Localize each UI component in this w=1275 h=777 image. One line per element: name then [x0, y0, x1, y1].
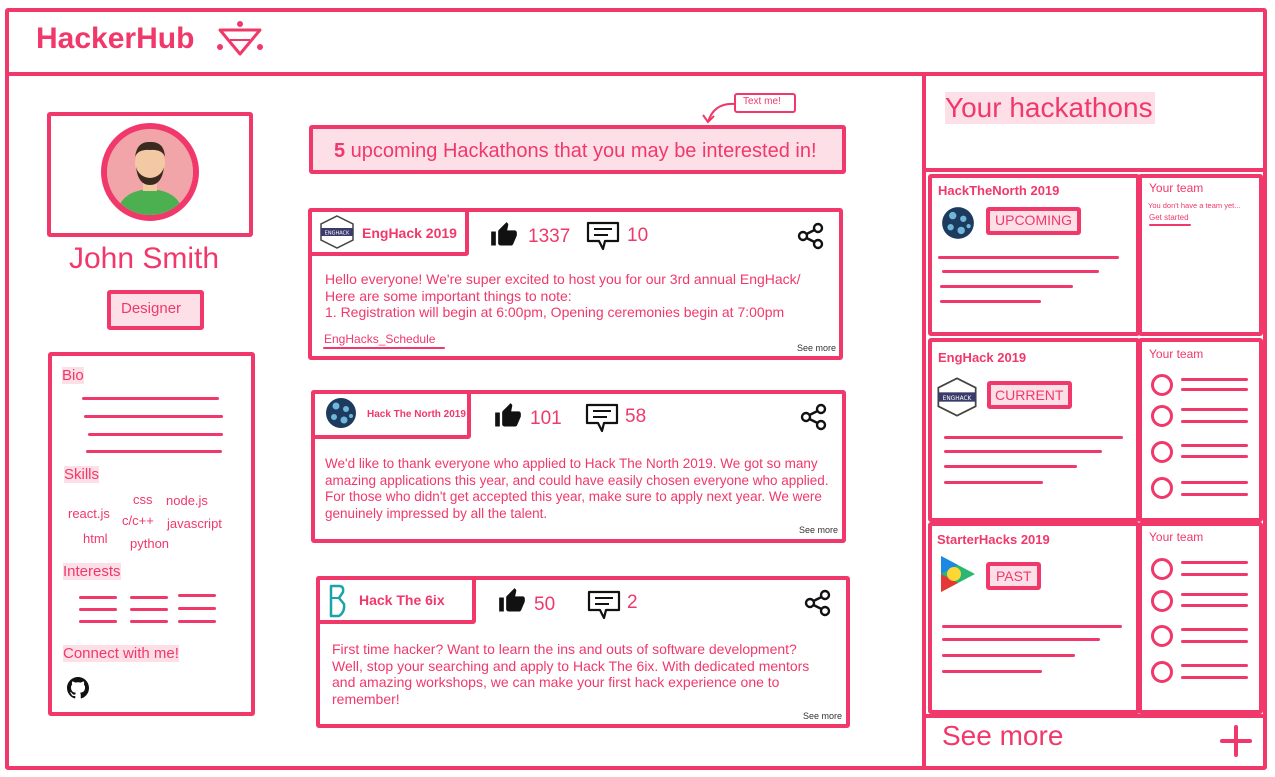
team-member-line	[1181, 593, 1248, 596]
github-icon[interactable]	[67, 677, 89, 699]
hackthenorth-logo-icon	[940, 205, 976, 241]
card-detail-line	[942, 654, 1075, 657]
like-count: 50	[534, 594, 556, 615]
like-count: 101	[530, 408, 562, 429]
like-icon[interactable]	[489, 221, 519, 249]
team-member-line	[1181, 481, 1248, 484]
brand-title[interactable]: HackerHub	[36, 22, 195, 55]
hackathons-title: Your hackathons	[945, 92, 1153, 123]
post-body-line: First time hacker? Want to learn the ins and outs of software development?	[332, 641, 797, 657]
enghack-logo-icon	[936, 377, 978, 417]
hackathons-header-divider	[924, 168, 1265, 172]
card-detail-line	[942, 638, 1100, 641]
team-member-avatar[interactable]	[1151, 477, 1173, 499]
interest-line	[130, 608, 168, 611]
team-label: Your team	[1149, 347, 1204, 361]
connect-label: Connect with me!	[63, 645, 179, 662]
team-member-line	[1181, 378, 1248, 381]
post-body	[325, 271, 801, 321]
card-detail-line	[944, 436, 1123, 439]
post-body-line: remember!	[332, 690, 400, 707]
interest-line	[79, 608, 117, 611]
hackathon-card[interactable]	[928, 174, 1140, 336]
post-org-name[interactable]: EngHack 2019	[362, 225, 457, 241]
team-member-avatar[interactable]	[1151, 441, 1173, 463]
skills-label: Skills	[64, 466, 100, 483]
header-divider	[7, 72, 1265, 76]
annotation-text: Text me!	[743, 96, 781, 107]
interest-line	[79, 620, 117, 623]
team-member-line	[1181, 420, 1248, 423]
post-body-line: Here are some important things to note:	[325, 287, 572, 304]
card-detail-line	[944, 465, 1077, 468]
team-member-line	[1181, 628, 1248, 631]
team-member-line	[1181, 640, 1248, 643]
post-body-line: We'd like to thank everyone who applied to Hack The North 2019. We got so many	[325, 456, 818, 471]
team-member-line	[1181, 664, 1248, 667]
comment-count: 10	[627, 225, 649, 246]
hackathons-see-more-link[interactable]: See more	[942, 720, 1064, 751]
share-icon[interactable]	[800, 403, 828, 431]
annotation-arrow-icon	[700, 100, 738, 126]
bio-line	[82, 397, 219, 400]
bio-line	[88, 433, 223, 436]
bio-line	[86, 450, 222, 453]
bio-label: Bio	[62, 367, 84, 384]
post-see-more-link[interactable]: See more	[799, 525, 839, 535]
comment-count: 2	[627, 592, 638, 613]
post-body-line: and amazing workshops, we can make your first hack experience one to	[332, 674, 780, 690]
share-icon[interactable]	[804, 589, 832, 617]
hackthenorth-logo-icon	[324, 396, 358, 430]
like-icon[interactable]	[497, 587, 527, 615]
card-detail-line	[942, 625, 1122, 628]
interest-line	[130, 596, 168, 599]
hackathon-card[interactable]	[928, 522, 1140, 714]
upcoming-count: 5	[334, 140, 346, 162]
enghack-logo-icon	[319, 215, 355, 249]
see-more-divider	[924, 714, 1265, 718]
hackathon-name[interactable]: HackTheNorth 2019	[938, 183, 1060, 198]
post-org-name[interactable]: Hack The 6ix	[359, 592, 445, 608]
status-badge-text: UPCOMING	[995, 212, 1072, 228]
team-member-avatar[interactable]	[1151, 374, 1173, 396]
skill-tag: c/c++	[122, 513, 154, 528]
post-org-name[interactable]: Hack The North 2019	[367, 409, 466, 420]
post-body-line: amazing applications this year, and could have easily chosen everyone who applied.	[325, 472, 829, 488]
upcoming-banner-text[interactable]	[334, 140, 817, 163]
enghack-logo-text: ENGHACK	[324, 230, 350, 237]
bio-line	[84, 415, 223, 418]
post-attachment-link[interactable]: EngHacks_Schedule	[324, 332, 436, 346]
team-member-avatar[interactable]	[1151, 558, 1173, 580]
status-badge-text: CURRENT	[995, 387, 1064, 403]
team-member-line	[1181, 444, 1248, 447]
post-body-line: genuinely impressed by all the talent.	[325, 505, 548, 521]
card-detail-line	[940, 300, 1041, 303]
attachment-underline	[323, 347, 445, 349]
interests-label: Interests	[63, 563, 121, 580]
upcoming-message: upcoming Hackathons that you may be interested in!	[345, 140, 817, 162]
post-body-line: For those who didn't get accepted this year, make sure to apply next year. We were	[325, 489, 822, 504]
right-column-divider	[922, 74, 926, 768]
team-member-line	[1181, 408, 1248, 411]
team-panel	[1138, 522, 1263, 714]
post-body-line: Hello everyone! We're super excited to host you for our 3rd annual EngHack/	[325, 271, 801, 287]
hackthe6ix-logo-icon	[327, 584, 347, 618]
avatar-person-icon	[107, 129, 193, 215]
share-icon[interactable]	[797, 222, 825, 250]
card-detail-line	[940, 285, 1073, 288]
like-icon[interactable]	[493, 402, 523, 430]
team-member-line	[1181, 676, 1248, 679]
post-body-line: Well, stop your searching and apply to Hack The 6ix. With dedicated mentors	[332, 657, 810, 674]
avatar	[101, 123, 199, 221]
team-panel	[1138, 174, 1263, 336]
like-count: 1337	[528, 226, 571, 247]
hackathon-card[interactable]	[928, 338, 1140, 522]
profile-role: Designer	[121, 300, 182, 317]
team-member-line	[1181, 493, 1248, 496]
interest-line	[178, 607, 216, 610]
post-body	[325, 456, 829, 522]
interest-line	[130, 620, 168, 623]
team-member-line	[1181, 455, 1248, 458]
card-detail-line	[944, 481, 1043, 484]
post-see-more-link[interactable]: See more	[797, 343, 837, 353]
get-started-underline	[1149, 224, 1191, 226]
interest-line	[79, 596, 117, 599]
status-badge-text: PAST	[996, 568, 1032, 584]
team-label: Your team	[1149, 530, 1204, 544]
comment-icon[interactable]	[584, 402, 620, 434]
skill-tag: javascript	[167, 516, 222, 531]
card-detail-line	[944, 450, 1102, 453]
team-member-avatar[interactable]	[1151, 661, 1173, 683]
hackathon-name[interactable]: EngHack 2019	[938, 350, 1027, 365]
hackathon-name[interactable]: StarterHacks 2019	[937, 532, 1050, 547]
enghack-logo-text: ENGHACK	[942, 395, 972, 402]
card-detail-line	[938, 256, 1119, 259]
skill-tag: react.js	[68, 506, 110, 521]
card-detail-line	[942, 670, 1042, 673]
team-member-line	[1181, 604, 1248, 607]
brand-logo-icon	[216, 20, 264, 58]
post-body	[332, 641, 809, 707]
plus-icon[interactable]	[1219, 724, 1253, 758]
team-member-avatar[interactable]	[1151, 405, 1173, 427]
team-member-line	[1181, 573, 1248, 576]
skill-tag: node.js	[166, 493, 208, 508]
interest-line	[178, 594, 216, 597]
comment-icon[interactable]	[585, 220, 621, 252]
comment-icon[interactable]	[586, 589, 622, 621]
skill-tag: python	[130, 536, 170, 551]
profile-name: John Smith	[69, 242, 220, 275]
team-member-line	[1181, 388, 1248, 391]
post-see-more-link[interactable]: See more	[803, 711, 843, 721]
team-empty-message: You don't have a team yet...	[1148, 201, 1241, 210]
post-body-line: 1. Registration will begin at 6:00pm, Opening ceremonies begin at 7:00pm	[325, 304, 785, 320]
comment-count: 58	[625, 406, 647, 427]
team-member-avatar[interactable]	[1151, 625, 1173, 647]
card-detail-line	[942, 270, 1099, 273]
skill-tag: css	[133, 492, 153, 507]
starterhacks-logo-icon	[938, 553, 978, 595]
team-label: Your team	[1149, 181, 1204, 195]
team-get-started-link[interactable]: Get started	[1149, 213, 1189, 222]
team-member-avatar[interactable]	[1151, 590, 1173, 612]
team-member-line	[1181, 561, 1248, 564]
interest-line	[178, 620, 216, 623]
skill-tag: html	[83, 531, 108, 546]
